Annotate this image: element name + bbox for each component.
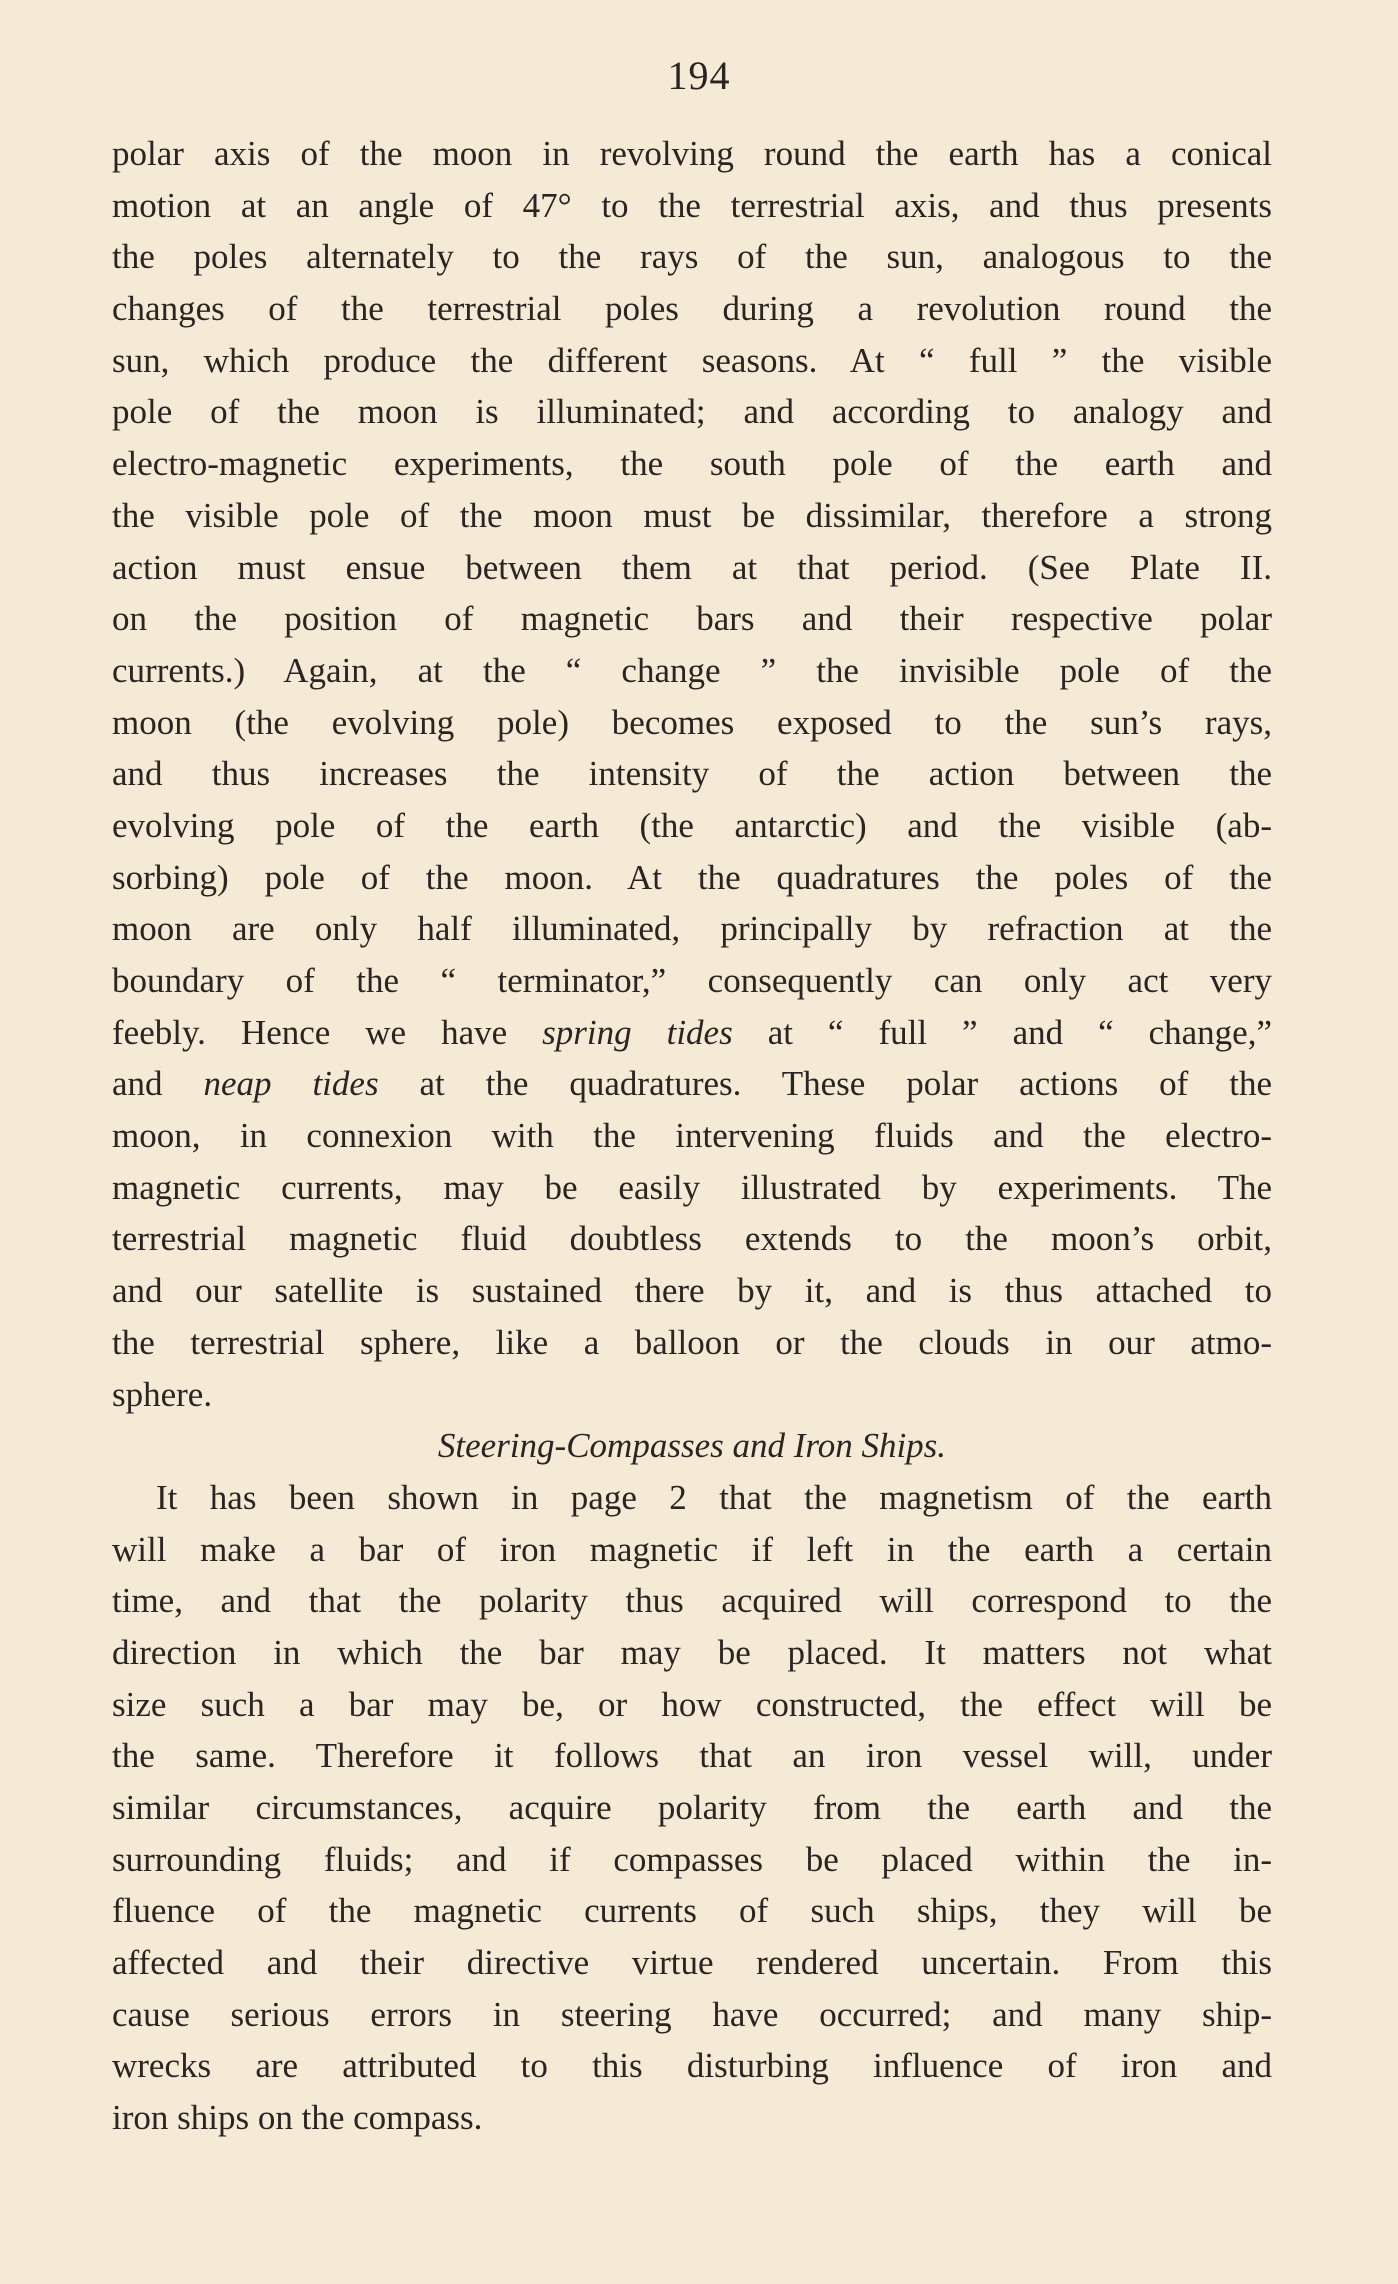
text-line: cause serious errors in steering have occurred; and many ship- (112, 1994, 1272, 2034)
text-line: moon, in connexion with the intervening fluids and the electro- (112, 1116, 1272, 1156)
text-line: sun, which produce the different seasons. At “ full ” the visible (112, 340, 1272, 380)
text-line: moon are only half illuminated, principally by refraction at the (112, 909, 1272, 949)
text-segment: and (112, 1064, 204, 1104)
text-line: the same. Therefore it follows that an iron vessel will, under (112, 1736, 1272, 1776)
text-line: the terrestrial sphere, like a balloon or the clouds in our atmo- (112, 1322, 1272, 1362)
text-line: similar circumstances, acquire polarity from the earth and the (112, 1788, 1272, 1827)
text-line: and our satellite is sustained there by it, and is thus attached to (112, 1271, 1272, 1311)
text-line: It has been shown in page 2 that the magnetism of the earth (156, 1477, 1272, 1517)
text-line: sorbing) pole of the moon. At the quadratures the poles of the (112, 857, 1272, 897)
text-line: affected and their directive virtue rendered uncertain. From this (112, 1943, 1272, 1983)
italic-term-neap-tides: neap tides (203, 1064, 379, 1104)
text-line: fluence of the magnetic currents of such ships, they will be (112, 1891, 1272, 1931)
text-line: action must ensue between them at that period. (See Plate II. (112, 547, 1272, 587)
text-line: electro-magnetic experiments, the south pole of the earth and (112, 444, 1272, 484)
text-line: iron ships on the compass. (112, 2098, 483, 2138)
text-line: currents.) Again, at the “ change ” the invisible pole of the (112, 650, 1272, 690)
text-segment: feebly. Hence we have (112, 1012, 543, 1052)
text-line: the poles alternately to the rays of the sun, analogous to the (112, 237, 1272, 277)
body-text (112, 128, 1272, 2144)
text-line-neap-tides (112, 1058, 1272, 1110)
text-line: changes of the terrestrial poles during a revolution round the (112, 289, 1272, 329)
text-line: surrounding fluids; and if compasses be placed within the in- (112, 1839, 1272, 1879)
italic-term-spring-tides: spring tides (542, 1012, 733, 1052)
text-line: polar axis of the moon in revolving round the earth has a conical (112, 134, 1272, 173)
text-segment: at the quadratures. These polar actions of the (378, 1064, 1272, 1104)
text-line: pole of the moon is illuminated; and according to analogy and (112, 392, 1272, 432)
text-line: time, and that the polarity thus acquired will correspond to the (112, 1581, 1272, 1621)
section-heading: Steering-Compasses and Iron Ships. (437, 1426, 947, 1466)
text-line: will make a bar of iron magnetic if left in the earth a certain (112, 1529, 1272, 1569)
text-line: size such a bar may be, or how constructed, the effect will be (112, 1684, 1272, 1724)
text-line: sphere. (112, 1374, 213, 1414)
text-line: terrestrial magnetic fluid doubtless extends to the moon’s orbit, (112, 1219, 1272, 1259)
text-line: boundary of the “ terminator,” consequently can only act very (112, 961, 1272, 1000)
text-line: magnetic currents, may be easily illustrated by experiments. The (112, 1167, 1272, 1207)
text-line: and thus increases the intensity of the action between the (112, 754, 1272, 794)
text-line: on the position of magnetic bars and their respective polar (112, 599, 1272, 639)
text-line: wrecks are attributed to this disturbing influence of iron and (112, 2046, 1272, 2086)
text-line: evolving pole of the earth (the antarctic) and the visible (ab- (112, 805, 1272, 845)
text-segment: at “ full ” and “ change,” (732, 1012, 1273, 1052)
page-number: 194 (667, 53, 731, 98)
text-line: direction in which the bar may be placed. It matters not what (112, 1632, 1272, 1672)
text-line: moon (the evolving pole) becomes exposed to the sun’s rays, (112, 702, 1272, 742)
text-line-spring-tides (112, 1007, 1272, 1059)
text-line: the visible pole of the moon must be dissimilar, therefore a strong (112, 495, 1272, 535)
text-line: motion at an angle of 47° to the terrestrial axis, and thus presents (112, 185, 1272, 225)
